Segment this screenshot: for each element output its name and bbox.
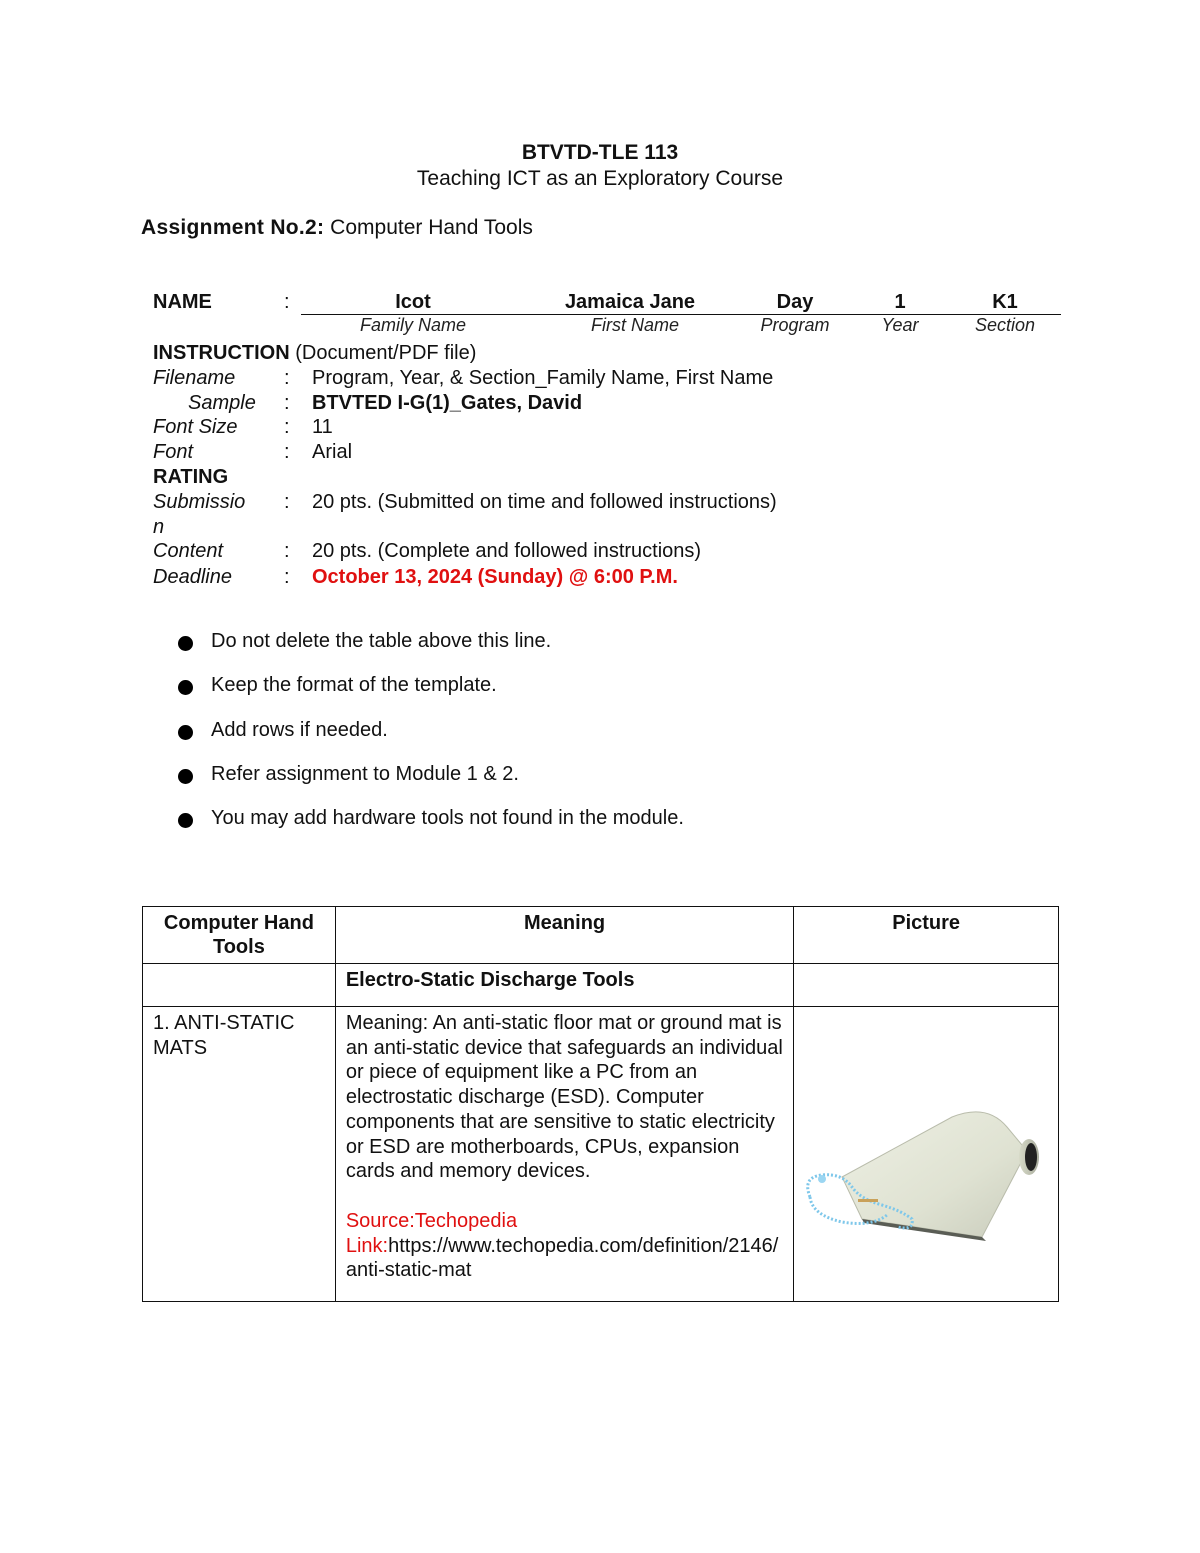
sample-label: Sample xyxy=(188,392,256,414)
section-picture-cell xyxy=(794,964,1059,1007)
section-empty-cell xyxy=(143,964,336,1007)
table-row xyxy=(143,1007,1059,1302)
content-value: 20 pts. (Complete and followed instructions) xyxy=(312,540,702,562)
submission-value: 20 pts. (Submitted on time and followed instructions) xyxy=(312,491,777,513)
first-name-value: Jamaica Jane xyxy=(564,291,696,313)
column-header-picture: Picture xyxy=(794,907,1059,964)
section-title: Electro-Static Discharge Tools xyxy=(345,969,635,991)
font-colon: : xyxy=(284,441,290,463)
bullet-item: Do not delete the table above this line. xyxy=(172,626,684,670)
deadline-value: October 13, 2024 (Sunday) @ 6:00 P.M. xyxy=(312,566,678,588)
instruction-heading-row xyxy=(153,342,476,365)
bullet-item: Refer assignment to Module 1 & 2. xyxy=(172,759,684,803)
first-name-caption: First Name xyxy=(590,315,679,335)
course-code: BTVTD-TLE 113 xyxy=(521,141,679,164)
name-label: NAME xyxy=(153,291,212,313)
rating-heading: RATING xyxy=(153,466,229,488)
link-label: Link: xyxy=(345,1234,389,1257)
filename-value: Program, Year, & Section_Family Name, First Name xyxy=(312,367,774,389)
assignment-title: Computer Hand Tools xyxy=(330,216,533,239)
instruction-heading: INSTRUCTION xyxy=(153,342,290,364)
font-label: Font xyxy=(153,441,194,463)
year-caption: Year xyxy=(881,315,919,335)
font-size-value: 11 xyxy=(312,416,333,438)
tools-table xyxy=(142,906,1059,1302)
assignment-heading xyxy=(141,216,533,240)
content-colon: : xyxy=(284,540,290,562)
assignment-label: Assignment No.2: xyxy=(141,216,325,239)
section-value: K1 xyxy=(992,291,1018,313)
font-value: Arial xyxy=(312,441,353,463)
link-value[interactable]: https://www.techopedia.com/definition/2146/anti-static-mat xyxy=(345,1234,779,1282)
program-caption: Program xyxy=(760,315,830,335)
submission-label-2: n xyxy=(153,516,165,538)
source-value: Techopedia xyxy=(414,1209,518,1232)
bullet-item: You may add hardware tools not found in the module. xyxy=(172,803,684,847)
deadline-colon: : xyxy=(284,566,290,588)
submission-colon: : xyxy=(284,491,290,513)
source-line xyxy=(346,1209,783,1234)
link-line xyxy=(346,1234,783,1283)
section-caption: Section xyxy=(974,315,1036,335)
instruction-bullet-list xyxy=(172,626,684,847)
bullet-item: Add rows if needed. xyxy=(172,715,684,759)
meaning-text: Meaning: An anti-static floor mat or ground mat is an anti-static device that safeguards an individual or piece of equipment like a PC from an electrostatic discharge (ESD). Computer components that are sensitive to static electricity or ESD are motherboards, CPUs, expansion cards and memory devices. xyxy=(345,1012,783,1183)
picture-cell xyxy=(794,1007,1059,1302)
family-name-caption: Family Name xyxy=(359,315,466,335)
bullet-item: Keep the format of the template. xyxy=(172,670,684,714)
sample-colon: : xyxy=(284,392,290,414)
course-title: Teaching ICT as an Exploratory Course xyxy=(416,167,784,190)
source-label: Source: xyxy=(345,1209,415,1232)
content-label: Content xyxy=(153,540,224,562)
filename-label: Filename xyxy=(153,367,236,389)
submission-label-1: Submissio xyxy=(153,491,246,513)
deadline-label: Deadline xyxy=(153,566,232,588)
anti-static-mat-image xyxy=(802,1107,1047,1257)
font-size-label: Font Size xyxy=(153,416,238,438)
filename-colon: : xyxy=(284,367,290,389)
name-colon: : xyxy=(284,291,290,313)
column-header-meaning: Meaning xyxy=(335,907,793,964)
instruction-note: (Document/PDF file) xyxy=(295,342,477,364)
column-header-tool: Computer Hand Tools xyxy=(143,907,336,964)
tool-name: 1. ANTI-STATIC MATS xyxy=(143,1007,336,1302)
family-name-value: Icot xyxy=(395,291,431,313)
year-value: 1 xyxy=(894,291,906,313)
meaning-cell xyxy=(335,1007,793,1302)
section-title-cell xyxy=(335,964,793,1007)
font-size-colon: : xyxy=(284,416,290,438)
program-value: Day xyxy=(776,291,814,313)
sample-value: BTVTED I-G(1)_Gates, David xyxy=(312,392,583,414)
